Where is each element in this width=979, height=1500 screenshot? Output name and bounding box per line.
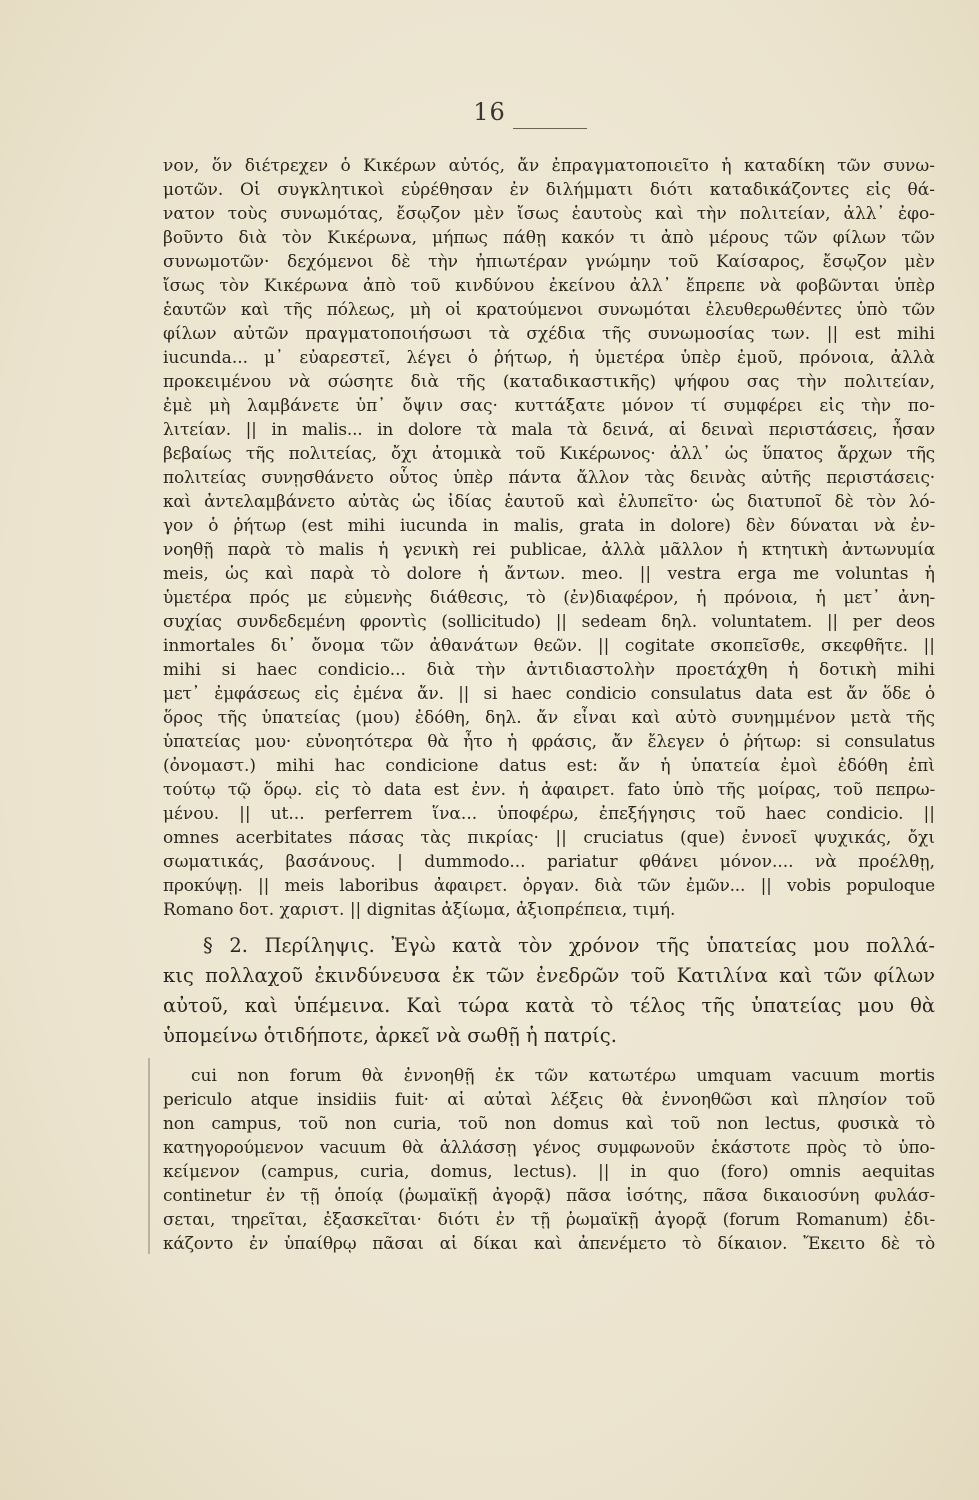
- text-line: μένου. || ut... perferrem ἵνα... ὑποφέρω, ἐπεξήγησις τοῦ haec condicio. ||: [163, 804, 935, 824]
- text-line: βοῦντο διὰ τὸν Κικέρωνα, μήπως πάθῃ κακόν τι ἀπὸ μέρους τῶν φίλων τῶν: [163, 228, 935, 248]
- text-line: καὶ ἀντελαμβάνετο αὐτὰς ὡς ἰδίας ἑαυτοῦ καὶ ἐλυπεῖτο· ὡς διατυποῖ δὲ τὸν λό-: [163, 492, 935, 512]
- summary-line: αὐτοῦ, καὶ ὑπέμεινα. Καὶ τώρα κατὰ τὸ τέλος τῆς ὑπατείας μου θὰ: [163, 994, 935, 1017]
- header-rule: [513, 128, 587, 129]
- text-line: σεται, τηρεῖται, ἐξασκεῖται· διότι ἐν τῇ ῥωμαϊκῇ ἀγορᾷ (forum Romanum) ἐδι-: [163, 1210, 935, 1230]
- text-line: φίλων αὐτῶν πραγματοποιήσωσι τὰ σχέδια τῆς συνωμοσίας των. || est mihi: [163, 324, 935, 344]
- text-line: γον ὁ ῥήτωρ (est mihi iucunda in malis, grata in dolore) δὲν δύναται νὰ ἐν-: [163, 516, 935, 536]
- text-line: νον, ὅν διέτρεχεν ὁ Κικέρων αὐτός, ἄν ἐπραγματοποιεῖτο ἡ καταδίκη τῶν συνω-: [163, 156, 935, 176]
- text-line: inmortales δι᾽ ὄνομα τῶν ἀθανάτων θεῶν. || cogitate σκοπεῖσθε, σκεφθῆτε. ||: [163, 636, 935, 656]
- text-line: ὅρος τῆς ὑπατείας (μου) ἐδόθη, δηλ. ἄν εἶναι καὶ αὐτὸ συνημμένον μετὰ τῆς: [163, 708, 935, 728]
- text-line: ὑπατείας μου· εὐνοητότερα θὰ ἦτο ἡ φράσις, ἄν ἔλεγεν ὁ ῥήτωρ: si consulatus: [163, 732, 935, 752]
- text-line: iucunda... μ᾽ εὐαρεστεῖ, λέγει ὁ ῥήτωρ, ἡ ὑμετέρα ὑπὲρ ἐμοῦ, πρόνοια, ἀλλὰ: [163, 348, 935, 368]
- text-line: νατον τοὺς συνωμότας, ἔσῳζον μὲν ἴσως ἑαυτοὺς καὶ τὴν πολιτείαν, ἀλλ᾽ ἐφο-: [163, 204, 935, 224]
- text-line: λιτείαν. || in malis... in dolore τὰ mala τὰ δεινά, αἱ δειναὶ περιστάσεις, ἦσαν: [163, 420, 935, 440]
- text-line: σωματικάς, βασάνους. | dummodo... pariatur φθάνει μόνον.... νὰ προέλθῃ,: [163, 852, 935, 872]
- text-line: πολιτείας συνῃσθάνετο οὗτος ὑπὲρ πάντα ἄλλον τὰς δεινὰς αὐτῆς περιστάσεις·: [163, 468, 935, 488]
- text-line: mihi si haec condicio... διὰ τὴν ἀντιδιαστολὴν προετάχθη ἡ δοτικὴ mihi: [163, 660, 935, 680]
- text-line: non campus, τοῦ non curia, τοῦ non domus καὶ τοῦ non lectus, φυσικὰ τὸ: [163, 1114, 935, 1134]
- text-line: μοτῶν. Οἱ συγκλητικοὶ εὑρέθησαν ἐν διλήμματι διότι καταδικάζοντες εἰς θά-: [163, 180, 935, 200]
- text-line: omnes acerbitates πάσας τὰς πικρίας· || cruciatus (que) ἐννοεῖ ψυχικάς, ὄχι: [163, 828, 935, 848]
- text-line: νοηθῇ παρὰ τὸ malis ἡ γενικὴ rei publicae, ἀλλὰ μᾶλλον ἡ κτητικὴ ἀντωνυμία: [163, 540, 935, 560]
- text-line: κάζοντο ἐν ὑπαίθρῳ πᾶσαι αἱ δίκαι καὶ ἀπενέμετο τὸ δίκαιον. Ἔκειτο δὲ τὸ: [163, 1234, 935, 1254]
- text-line: συνωμοτῶν· δεχόμενοι δὲ τὴν ἠπιωτέραν γνώμην τοῦ Καίσαρος, ἔσῳζον μὲν: [163, 252, 935, 272]
- text-line: ἴσως τὸν Κικέρωνα ἀπὸ τοῦ κινδύνου ἐκείνου ἀλλ᾽ ἔπρεπε νὰ φοβῶνται ὑπὲρ: [163, 276, 935, 296]
- text-line: προκειμένου νὰ σώσητε διὰ τῆς (καταδικαστικῆς) ψήφου σας τὴν πολιτείαν,: [163, 372, 935, 392]
- text-line: cui non forum θὰ ἐννοηθῇ ἐκ τῶν κατωτέρω umquam vacuum mortis: [191, 1066, 935, 1086]
- text-line: ἐμὲ μὴ λαμβάνετε ὑπ᾽ ὄψιν σας· κυττάξατε μόνον τί συμφέρει εἰς τὴν πο-: [163, 396, 935, 416]
- text-line: continetur ἐν τῇ ὁποίᾳ (ῥωμαϊκῇ ἀγορᾷ) πᾶσα ἰσότης, πᾶσα δικαιοσύνη φυλάσ-: [163, 1186, 935, 1206]
- summary-line: κις πολλαχοῦ ἐκινδύνευσα ἐκ τῶν ἐνεδρῶν τοῦ Κατιλίνα καὶ τῶν φίλων: [163, 964, 935, 987]
- text-line: (ὀνομαστ.) mihi hac condicione datus est: ἄν ἡ ὑπατεία ἐμοὶ ἐδόθη ἐπὶ: [163, 756, 935, 776]
- margin-pencil-mark: [148, 1058, 150, 1254]
- text-line: Romano δοτ. χαριστ. || dignitas ἀξίωμα, ἀξιοπρέπεια, τιμή.: [163, 900, 676, 920]
- text-line: προκύψῃ. || meis laboribus ἀφαιρετ. ὀργαν. διὰ τῶν ἐμῶν... || vobis populoque: [163, 876, 935, 896]
- text-line: periculo atque insidiis fuit· αἱ αὐταὶ λέξεις θὰ ἐννοηθῶσι καὶ πλησίον τοῦ: [163, 1090, 935, 1110]
- text-line: κατηγορούμενον vacuum θὰ ἀλλάσσῃ γένος συμφωνοῦν ἑκάστοτε πρὸς τὸ ὑπο-: [163, 1138, 935, 1158]
- summary-line: ὑπομείνω ὁτιδήποτε, ἀρκεῖ νὰ σωθῇ ἡ πατρίς.: [163, 1024, 617, 1047]
- text-line: βεβαίως τῆς πολιτείας, ὄχι ἀτομικὰ τοῦ Κικέρωνος· ἀλλ᾽ ὡς ὕπατος ἄρχων τῆς: [163, 444, 935, 464]
- text-line: ἑαυτῶν καὶ τῆς πόλεως, μὴ οἱ κρατούμενοι συνωμόται ἐλευθερωθέντες ὑπὸ τῶν: [163, 300, 935, 320]
- text-line: meis, ὡς καὶ παρὰ τὸ dolore ἡ ἄντων. meo. || vestra erga me voluntas ἡ: [163, 564, 935, 584]
- page-number: 16: [473, 98, 506, 126]
- summary-line: § 2. Περίληψις. Ἐγὼ κατὰ τὸν χρόνον τῆς ὑπατείας μου πολλά-: [203, 934, 935, 957]
- text-line: τούτῳ τῷ ὅρῳ. εἰς τὸ data est ἐνν. ἡ ἀφαιρετ. fato ὑπὸ τῆς μοίρας, τοῦ πεπρω-: [163, 780, 935, 800]
- text-line: συχίας συνδεδεμένη φροντὶς (sollicitudo) || sedeam δηλ. voluntatem. || per deos: [163, 612, 935, 632]
- text-line: μετ᾽ ἐμφάσεως εἰς ἐμένα ἄν. || si haec condicio consulatus data est ἄν ὅδε ὁ: [163, 684, 935, 704]
- text-line: κείμενον (campus, curia, domus, lectus). || in quo (foro) omnis aequitas: [163, 1162, 935, 1182]
- text-line: ὑμετέρα πρός με εὐμενὴς διάθεσις, τὸ (ἐν)διαφέρον, ἡ πρόνοια, ἡ μετ᾽ ἀνη-: [163, 588, 935, 608]
